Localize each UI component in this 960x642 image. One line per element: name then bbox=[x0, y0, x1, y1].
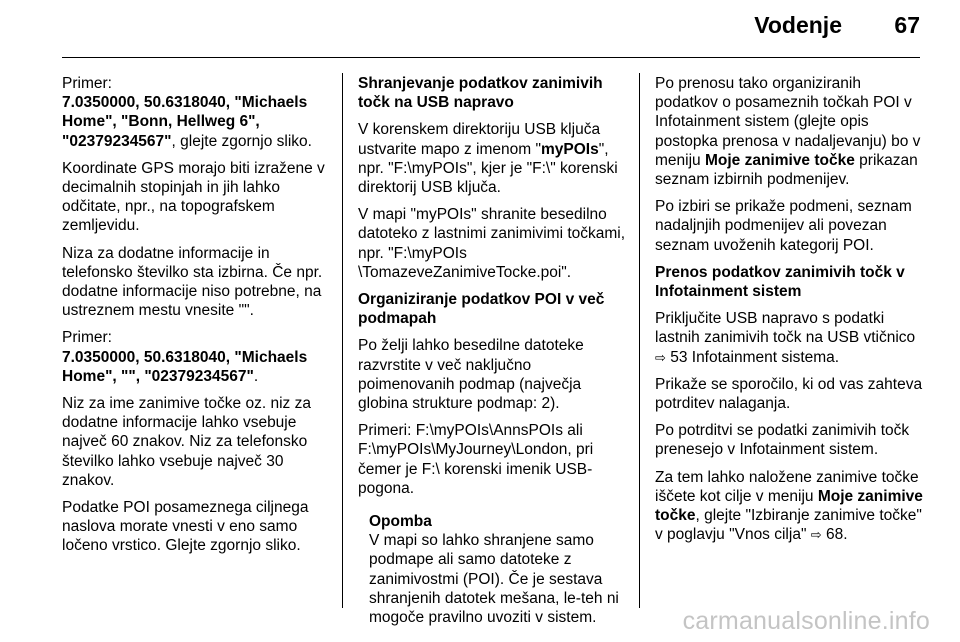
column-2 bbox=[358, 74, 630, 627]
watermark: carmanualsonline.info bbox=[682, 607, 930, 635]
save-file-paragraph: V mapi "myPOIs" shranite besedilno datoteko z lastnimi zanimivimi točkami, npr. "F:\myPOIs \TomazeveZanimiveTocke.poi". bbox=[358, 206, 626, 281]
optional-strings-paragraph: Niza za dodatne informacije in telefonsko številko sta izbirna. Če npr. dodatne informacije niso potrebne, na ustreznem mestu vnesite "". bbox=[62, 244, 323, 320]
example-paragraph bbox=[62, 93, 328, 151]
column-3 bbox=[655, 74, 927, 552]
example-label-2: Primer: bbox=[62, 329, 112, 347]
section-heading-transfer: Prenos podatkov zanimivih točk v Infotainment sistem bbox=[655, 263, 905, 301]
create-folder-text-a: V korenskem direktoriju USB ključa ustvarite mapo z imenom " bbox=[358, 121, 601, 158]
example-suffix: , glejte zgornjo sliko. bbox=[171, 132, 312, 150]
example-paragraph-2 bbox=[62, 348, 328, 386]
after-confirm-paragraph: Po potrditvi se podatki zanimivih točk prenesejo v Infotainment sistem. bbox=[655, 422, 910, 459]
menu-name: Moje zanimive točke bbox=[704, 151, 855, 169]
gps-paragraph: Koordinate GPS morajo biti izražene v decimalnih stopinjah in jih lahko odčitate, npr., na topografskem zemljevidu. bbox=[62, 159, 325, 235]
note-title: Opomba bbox=[369, 513, 432, 531]
confirm-message-paragraph: Prikaže se sporočilo, ki od vas zahteva potrditev nalaganja. bbox=[655, 375, 923, 413]
page-reference-arrow-icon: ⇨ bbox=[655, 349, 666, 365]
create-folder-paragraph bbox=[358, 120, 630, 197]
connect-usb-paragraph bbox=[655, 309, 927, 367]
section-heading-usb-save: Shranjevanje podatkov zanimivih točk na USB napravo bbox=[358, 75, 603, 112]
after-transfer-text-b: prikazan seznam izbirnih podmenijev. bbox=[655, 151, 918, 189]
page-number: 67 bbox=[894, 12, 920, 38]
page-reference-arrow-icon-2: ⇨ bbox=[810, 527, 822, 543]
column-divider-1 bbox=[342, 73, 343, 608]
folder-name: myPOIs bbox=[540, 140, 599, 158]
example-code: 7.0350000, 50.6318040, "Michaels Home", "Bonn, Hellweg 6", "02379234567" bbox=[62, 94, 308, 150]
header-rule bbox=[62, 57, 920, 58]
submenu-paragraph: Po izbiri se prikaže podmeni, seznam nadaljnjih podmenijev ali povezan seznam uvoženih kategorij POI. bbox=[655, 198, 912, 254]
column-divider-2 bbox=[639, 73, 640, 608]
example-label: Primer: bbox=[62, 75, 112, 92]
subfolders-paragraph: Po želji lahko besedilne datoteke razvrstite v več naključno poimenovanih podmap (največja globina strukture podmap: 2). bbox=[358, 337, 584, 413]
page-header-title: Vodenje bbox=[754, 12, 842, 38]
menu-name-2: Moje zanimive točke bbox=[655, 487, 923, 525]
single-line-paragraph: Podatke POI posameznega ciljnega naslova morate vnesti v eno samo ločeno vrstico. Glejte zgornjo sliko. bbox=[62, 499, 309, 555]
connect-usb-text-b: 53 Infotainment sistema. bbox=[665, 348, 840, 366]
length-limits-paragraph: Niz za ime zanimive točke oz. niz za dodatne informacije lahko vsebuje največ 60 znakov. Niz za telefonsko številko lahko vsebuje največ 30 znakov. bbox=[62, 395, 311, 489]
search-text-c: 68. bbox=[821, 526, 848, 544]
search-text-b: , glejte "Izbiranje zanimive točke" v poglavju "Vnos cilja" bbox=[655, 507, 922, 544]
column-1 bbox=[62, 74, 328, 564]
example-code-2: 7.0350000, 50.6318040, "Michaels Home", "", "02379234567" bbox=[62, 348, 308, 385]
after-transfer-paragraph bbox=[655, 74, 927, 189]
example-suffix-2: . bbox=[253, 367, 259, 385]
examples-paragraph: Primeri: F:\myPOIs\AnnsPOIs ali F:\myPOIs\MyJourney\London, pri čemer je F:\ korenski imenik USB-pogona. bbox=[358, 422, 594, 497]
search-text-a: Za tem lahko naložene zanimive točke iščete kot cilje v meniju bbox=[655, 468, 919, 505]
note-text: V mapi so lahko shranjene samo podmape ali samo datoteke z zanimivostmi (POI). Če je sestava shranjenih datotek mešana, le-teh ni mogoče pravilno uvoziti v sistem. bbox=[369, 532, 619, 627]
section-heading-subfolders: Organiziranje podatkov POI v več podmapah bbox=[358, 291, 605, 328]
note-box bbox=[358, 512, 630, 627]
create-folder-text-b: ", npr. "F:\myPOIs", kjer je "F:\" korenski direktorij USB ključa. bbox=[358, 140, 618, 197]
after-transfer-text-a: Po prenosu tako organiziranih podatkov o posameznih točkah POI v Infotainment sistem (glejte opis postopka prenosa v nadaljevanju) bo v meniju bbox=[655, 75, 921, 169]
connect-usb-text-a: Priključite USB napravo s podatki lastnih zanimivih točk na USB vtičnico bbox=[655, 310, 916, 347]
search-destinations-paragraph bbox=[655, 468, 927, 545]
